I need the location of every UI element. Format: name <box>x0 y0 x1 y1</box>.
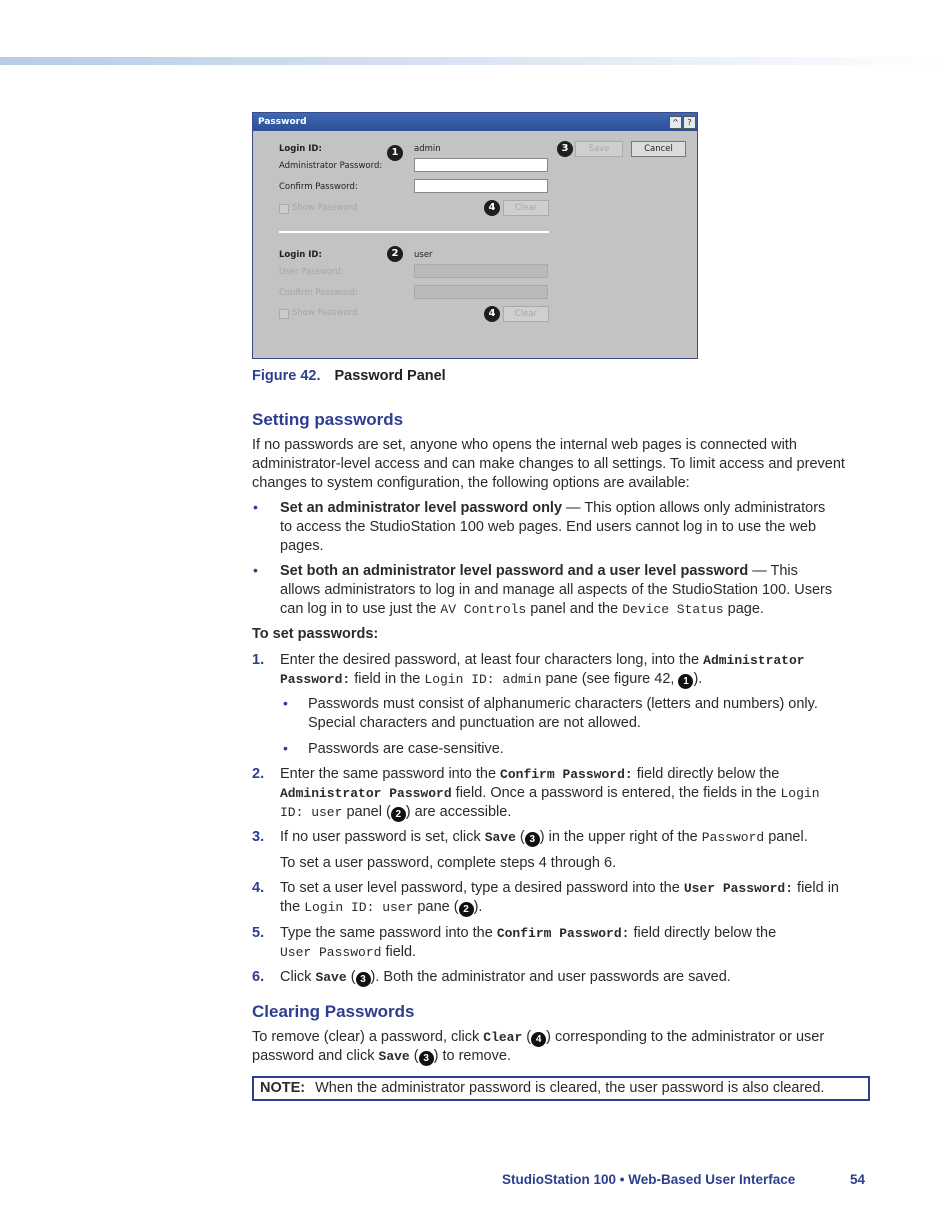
clearing-text: ) corresponding to the administrator or user <box>546 1029 825 1045</box>
sub-bullet-text: Special characters and punctuation are not allowed. <box>308 715 641 731</box>
cancel-button[interactable]: Cancel <box>631 141 686 157</box>
heading-setting-passwords: Setting passwords <box>252 410 404 429</box>
user-show-password-label: Show Password <box>292 308 358 318</box>
field-ref: Confirm Password: <box>496 926 630 941</box>
step-text: To set a user level password, type a desired password into the <box>280 880 684 896</box>
step-text: ( <box>515 829 525 845</box>
bullet-marker: • <box>283 740 288 756</box>
panel-ref: Password <box>701 830 765 845</box>
step-text: To set a user password, complete steps 4 through 6. <box>280 855 617 871</box>
step-text: Click <box>280 969 316 985</box>
clearing-paragraph <box>252 1028 872 1066</box>
figure-caption <box>252 368 446 384</box>
callout-ref: 3 <box>356 972 371 987</box>
option-text: — This option allows only administrators <box>562 500 826 516</box>
page-number: 54 <box>850 1172 866 1187</box>
step-text: the <box>280 899 305 915</box>
step-text: field directly below the <box>629 925 777 941</box>
collapse-icon[interactable]: ^ <box>669 116 682 129</box>
callout-4-admin: 4 <box>484 200 500 216</box>
step-1 <box>280 651 872 689</box>
field-ref: User Password: <box>683 881 794 896</box>
step-number: 2. <box>252 766 265 782</box>
admin-clear-button[interactable]: Clear <box>503 200 549 216</box>
callout-ref: 1 <box>678 674 693 689</box>
option-admin-only-title: Set an administrator level password only <box>280 500 563 516</box>
callout-ref: 3 <box>419 1051 434 1066</box>
field-ref: Administrator <box>703 653 805 668</box>
to-set-passwords-heading: To set passwords: <box>252 626 379 642</box>
user-clear-button[interactable]: Clear <box>503 306 549 322</box>
step-number: 3. <box>252 829 265 845</box>
intro-paragraph <box>252 436 872 493</box>
admin-login-label: Login ID: <box>279 144 322 154</box>
step-number: 1. <box>252 652 265 668</box>
step-4 <box>280 879 872 917</box>
device-status-ref: Device Status <box>622 602 724 617</box>
callout-1: 1 <box>387 145 403 161</box>
intro-line-2: administrator-level access and can make changes to all settings. To limit access and prevent <box>252 456 845 472</box>
intro-line-3: changes to system configuration, the following options are available: <box>252 475 690 491</box>
sub-bullet-text: Passwords must consist of alphanumeric characters (letters and numbers) only. <box>308 696 818 712</box>
save-button[interactable]: Save <box>575 141 623 157</box>
figure-title: Password Panel <box>334 368 446 384</box>
user-show-password-checkbox[interactable] <box>279 309 289 319</box>
step-text: panel ( <box>342 804 391 820</box>
button-ref: Save <box>315 970 347 985</box>
callout-ref: 3 <box>525 832 540 847</box>
button-ref: Save <box>484 830 516 845</box>
clearing-text: To remove (clear) a password, click <box>252 1029 484 1045</box>
user-password-label: User Password: <box>279 267 344 277</box>
step-text: ( <box>346 969 356 985</box>
header-accent-bar <box>0 57 950 65</box>
admin-confirm-field[interactable] <box>414 179 548 193</box>
step-text: field. Once a password is entered, the fields in the <box>451 785 781 801</box>
password-panel-figure <box>252 112 698 359</box>
step-text: Type the same password into the <box>280 925 497 941</box>
callout-ref: 2 <box>459 902 474 917</box>
step-text: ). <box>473 899 483 915</box>
sub-bullet-alphanumeric <box>308 695 872 733</box>
bullet-marker: • <box>283 695 288 711</box>
callout-ref: 4 <box>531 1032 546 1047</box>
intro-line-1: If no passwords are set, anyone who opens the internal web pages is connected with <box>252 437 797 453</box>
field-ref: Administrator Password <box>280 786 452 801</box>
option-admin-only <box>280 499 872 556</box>
callout-2: 2 <box>387 246 403 262</box>
admin-password-label: Administrator Password: <box>279 161 383 171</box>
clearing-text: ( <box>522 1029 532 1045</box>
step-number: 5. <box>252 925 265 941</box>
step-text: Enter the same password into the <box>280 766 501 782</box>
section-divider <box>279 231 549 233</box>
step-text: field in <box>793 880 839 896</box>
step-text: ) are accessible. <box>405 804 512 820</box>
step-text: panel. <box>764 829 808 845</box>
step-number: 6. <box>252 969 265 985</box>
clearing-text: ) to remove. <box>433 1048 511 1064</box>
note-box <box>252 1076 870 1101</box>
figure-number: Figure 42. <box>252 368 321 384</box>
step-text: ). Both the administrator and user passwords are saved. <box>370 969 731 985</box>
av-controls-ref: AV Controls <box>440 602 527 617</box>
option-text: page. <box>723 601 764 617</box>
panel-title: Password <box>258 117 307 127</box>
step-5 <box>280 924 872 962</box>
user-login-label: Login ID: <box>279 250 322 260</box>
help-icon[interactable]: ? <box>683 116 696 129</box>
admin-show-password-label: Show Password <box>292 203 358 213</box>
step-text: field. <box>381 944 417 960</box>
option-text: can log in to use just the <box>280 601 441 617</box>
field-ref: Confirm Password: <box>500 767 633 782</box>
option-text: pages. <box>280 538 324 554</box>
step-6 <box>280 968 872 987</box>
step-text: pane (see figure 42, <box>541 671 679 687</box>
step-text: pane ( <box>413 899 459 915</box>
footer-title: StudioStation 100 • Web-Based User Interface <box>502 1172 796 1187</box>
admin-password-field[interactable] <box>414 158 548 172</box>
user-password-field[interactable] <box>414 264 548 278</box>
note-label: NOTE: <box>260 1080 306 1096</box>
option-text: to access the StudioStation 100 web pages. End users cannot log in to use the web <box>280 519 817 535</box>
step-text: ). <box>693 671 703 687</box>
option-admin-user-title: Set both an administrator level password and a user level password <box>280 563 749 579</box>
panel-title-bar <box>253 113 697 131</box>
bullet-marker: • <box>253 562 258 578</box>
option-text: panel and the <box>526 601 623 617</box>
bullet-marker: • <box>253 499 258 515</box>
field-ref: Password: <box>280 672 351 687</box>
step-text: Enter the desired password, at least four characters long, into the <box>280 652 704 668</box>
button-ref: Clear <box>483 1030 523 1045</box>
step-2 <box>280 765 872 822</box>
field-ref: User Password <box>280 945 382 960</box>
note-text: When the administrator password is cleared, the user password is also cleared. <box>315 1080 825 1096</box>
option-text: allows administrators to log in and manage all aspects of the StudioStation 100. Users <box>280 582 833 598</box>
user-confirm-field[interactable] <box>414 285 548 299</box>
step-text: If no user password is set, click <box>280 829 485 845</box>
callout-4-user: 4 <box>484 306 500 322</box>
admin-confirm-label: Confirm Password: <box>279 182 358 192</box>
user-login-value: user <box>414 250 433 260</box>
step-text: field in the <box>350 671 425 687</box>
callout-3: 3 <box>557 141 573 157</box>
pane-ref: Login ID: user <box>304 900 414 915</box>
step-text: ) in the upper right of the <box>539 829 702 845</box>
admin-login-value: admin <box>414 144 441 154</box>
clearing-text: ( <box>409 1048 419 1064</box>
user-confirm-label: Confirm Password: <box>279 288 358 298</box>
heading-clearing-passwords: Clearing Passwords <box>252 1002 415 1021</box>
callout-ref: 2 <box>391 807 406 822</box>
step-text: field directly below the <box>632 766 780 782</box>
option-text: — This <box>748 563 798 579</box>
step-number: 4. <box>252 880 265 896</box>
button-ref: Save <box>378 1049 410 1064</box>
sub-bullet-case: Passwords are case-sensitive. <box>308 741 504 757</box>
clearing-text: password and click <box>252 1048 379 1064</box>
pane-ref: ID: user <box>280 805 343 820</box>
pane-ref: Login ID: admin <box>424 672 542 687</box>
pane-ref: Login <box>780 786 820 801</box>
option-admin-and-user <box>280 562 872 619</box>
step-3 <box>280 828 872 873</box>
admin-show-password-checkbox[interactable] <box>279 204 289 214</box>
